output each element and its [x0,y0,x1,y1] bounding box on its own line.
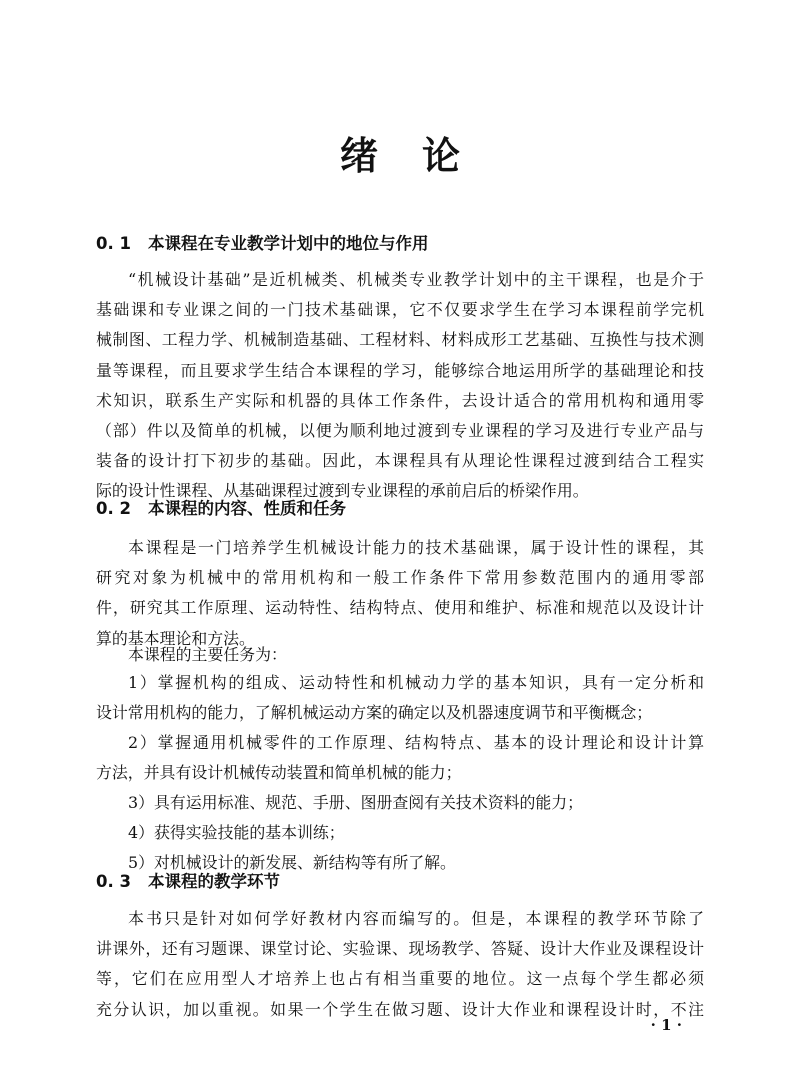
section-heading-0-2 [96,495,704,523]
text-line: 2）掌握通用机械零件的工作原理、结构特点、基本的设计理论和设计计算 [128,733,704,752]
list-item-3 [96,788,704,818]
text-line: 本课程是一门培养学生机械设计能力的技术基础课，属于设计性的课程，其 [128,538,704,557]
section-number: 0. 3 [96,872,131,891]
text-line: 等，它们在应用型人才培养上也占有相当重要的地位。这一点每个学生都必须 [96,969,704,989]
text-line: “机械设计基础”是近机械类、机械类专业教学计划中的主干课程，也是介于 [128,270,704,289]
text-line: 本课程的主要任务为： [128,645,287,664]
text-line: 研究对象为机械中的常用机构和一般工作条件下常用参数范围内的通用零部 [96,568,704,588]
section-heading-0-1 [96,230,704,258]
text-line: 算的基本理论和方法。 [96,628,255,648]
paragraph-0-1-1 [96,265,704,507]
page-number: · 1 · [650,1016,682,1034]
text-line: 基础课和专业课之间的一门技术基础课，它不仅要求学生在学习本课程前学完机 [96,300,704,320]
chapter-title: 绪论 [339,134,504,178]
section-number: 0. 1 [96,234,131,253]
section-number: 0. 2 [96,499,131,518]
text-line: 件，研究其工作原理、运动特性、结构特点、使用和维护、标准和规范以及设计计 [96,598,704,618]
text-line: 5）对机械设计的新发展、新结构等有所了解。 [128,853,456,872]
text-line: 方法，并具有设计机械传动装置和简单机械的能力； [96,763,462,783]
section-title: 本课程的教学环节 [148,872,280,891]
section-title: 本课程在专业教学计划中的地位与作用 [148,234,429,253]
list-item-4 [96,818,704,848]
list-item-2 [96,728,704,788]
list-item-1 [96,668,704,728]
text-line: 术知识，联系生产实际和机器的具体工作条件，去设计适合的常用机构和通用零 [96,390,704,410]
text-line: 1）掌握机构的组成、运动特性和机械动力学的基本知识，具有一定分析和 [128,673,704,692]
text-line: 量等课程，而且要求学生结合本课程的学习，能够综合地运用所学的基础理论和技 [96,360,704,380]
text-line: 4）获得实验技能的基本训练； [128,823,345,842]
text-line: 讲课外，还有习题课、课堂讨论、实验课、现场教学、答疑、设计大作业及课程设计 [96,939,704,959]
section-heading-0-3 [96,868,704,896]
text-line: 械制图、工程力学、机械制造基础、工程材料、材料成形工艺基础、互换性与技术测 [96,330,704,350]
paragraph-0-2-1 [96,533,704,654]
text-line: 装备的设计打下初步的基础。因此，本课程具有从理论性课程过渡到结合工程实 [96,451,704,471]
text-line: 设计常用机构的能力，了解机械运动方案的确定以及机器速度调节和平衡概念； [96,703,653,723]
text-line: 际的设计性课程、从基础课程过渡到专业课程的承前启后的桥梁作用。 [96,481,589,501]
text-line: 充分认识，加以重视。如果一个学生在做习题、设计大作业和课程设计时，不注 [96,999,704,1019]
section-title: 本课程的内容、性质和任务 [148,499,346,518]
text-line: （部）件以及简单的机械，以便为顺利地过渡到专业课程的学习及进行专业产品与 [96,420,704,440]
paragraph-0-3-1 [96,904,704,1025]
paragraph-0-2-2 [96,640,704,670]
text-line: 本书只是针对如何学好教材内容而编写的。但是，本课程的教学环节除了 [128,909,704,928]
text-line: 3）具有运用标准、规范、手册、图册查阅有关技术资料的能力； [128,793,584,812]
